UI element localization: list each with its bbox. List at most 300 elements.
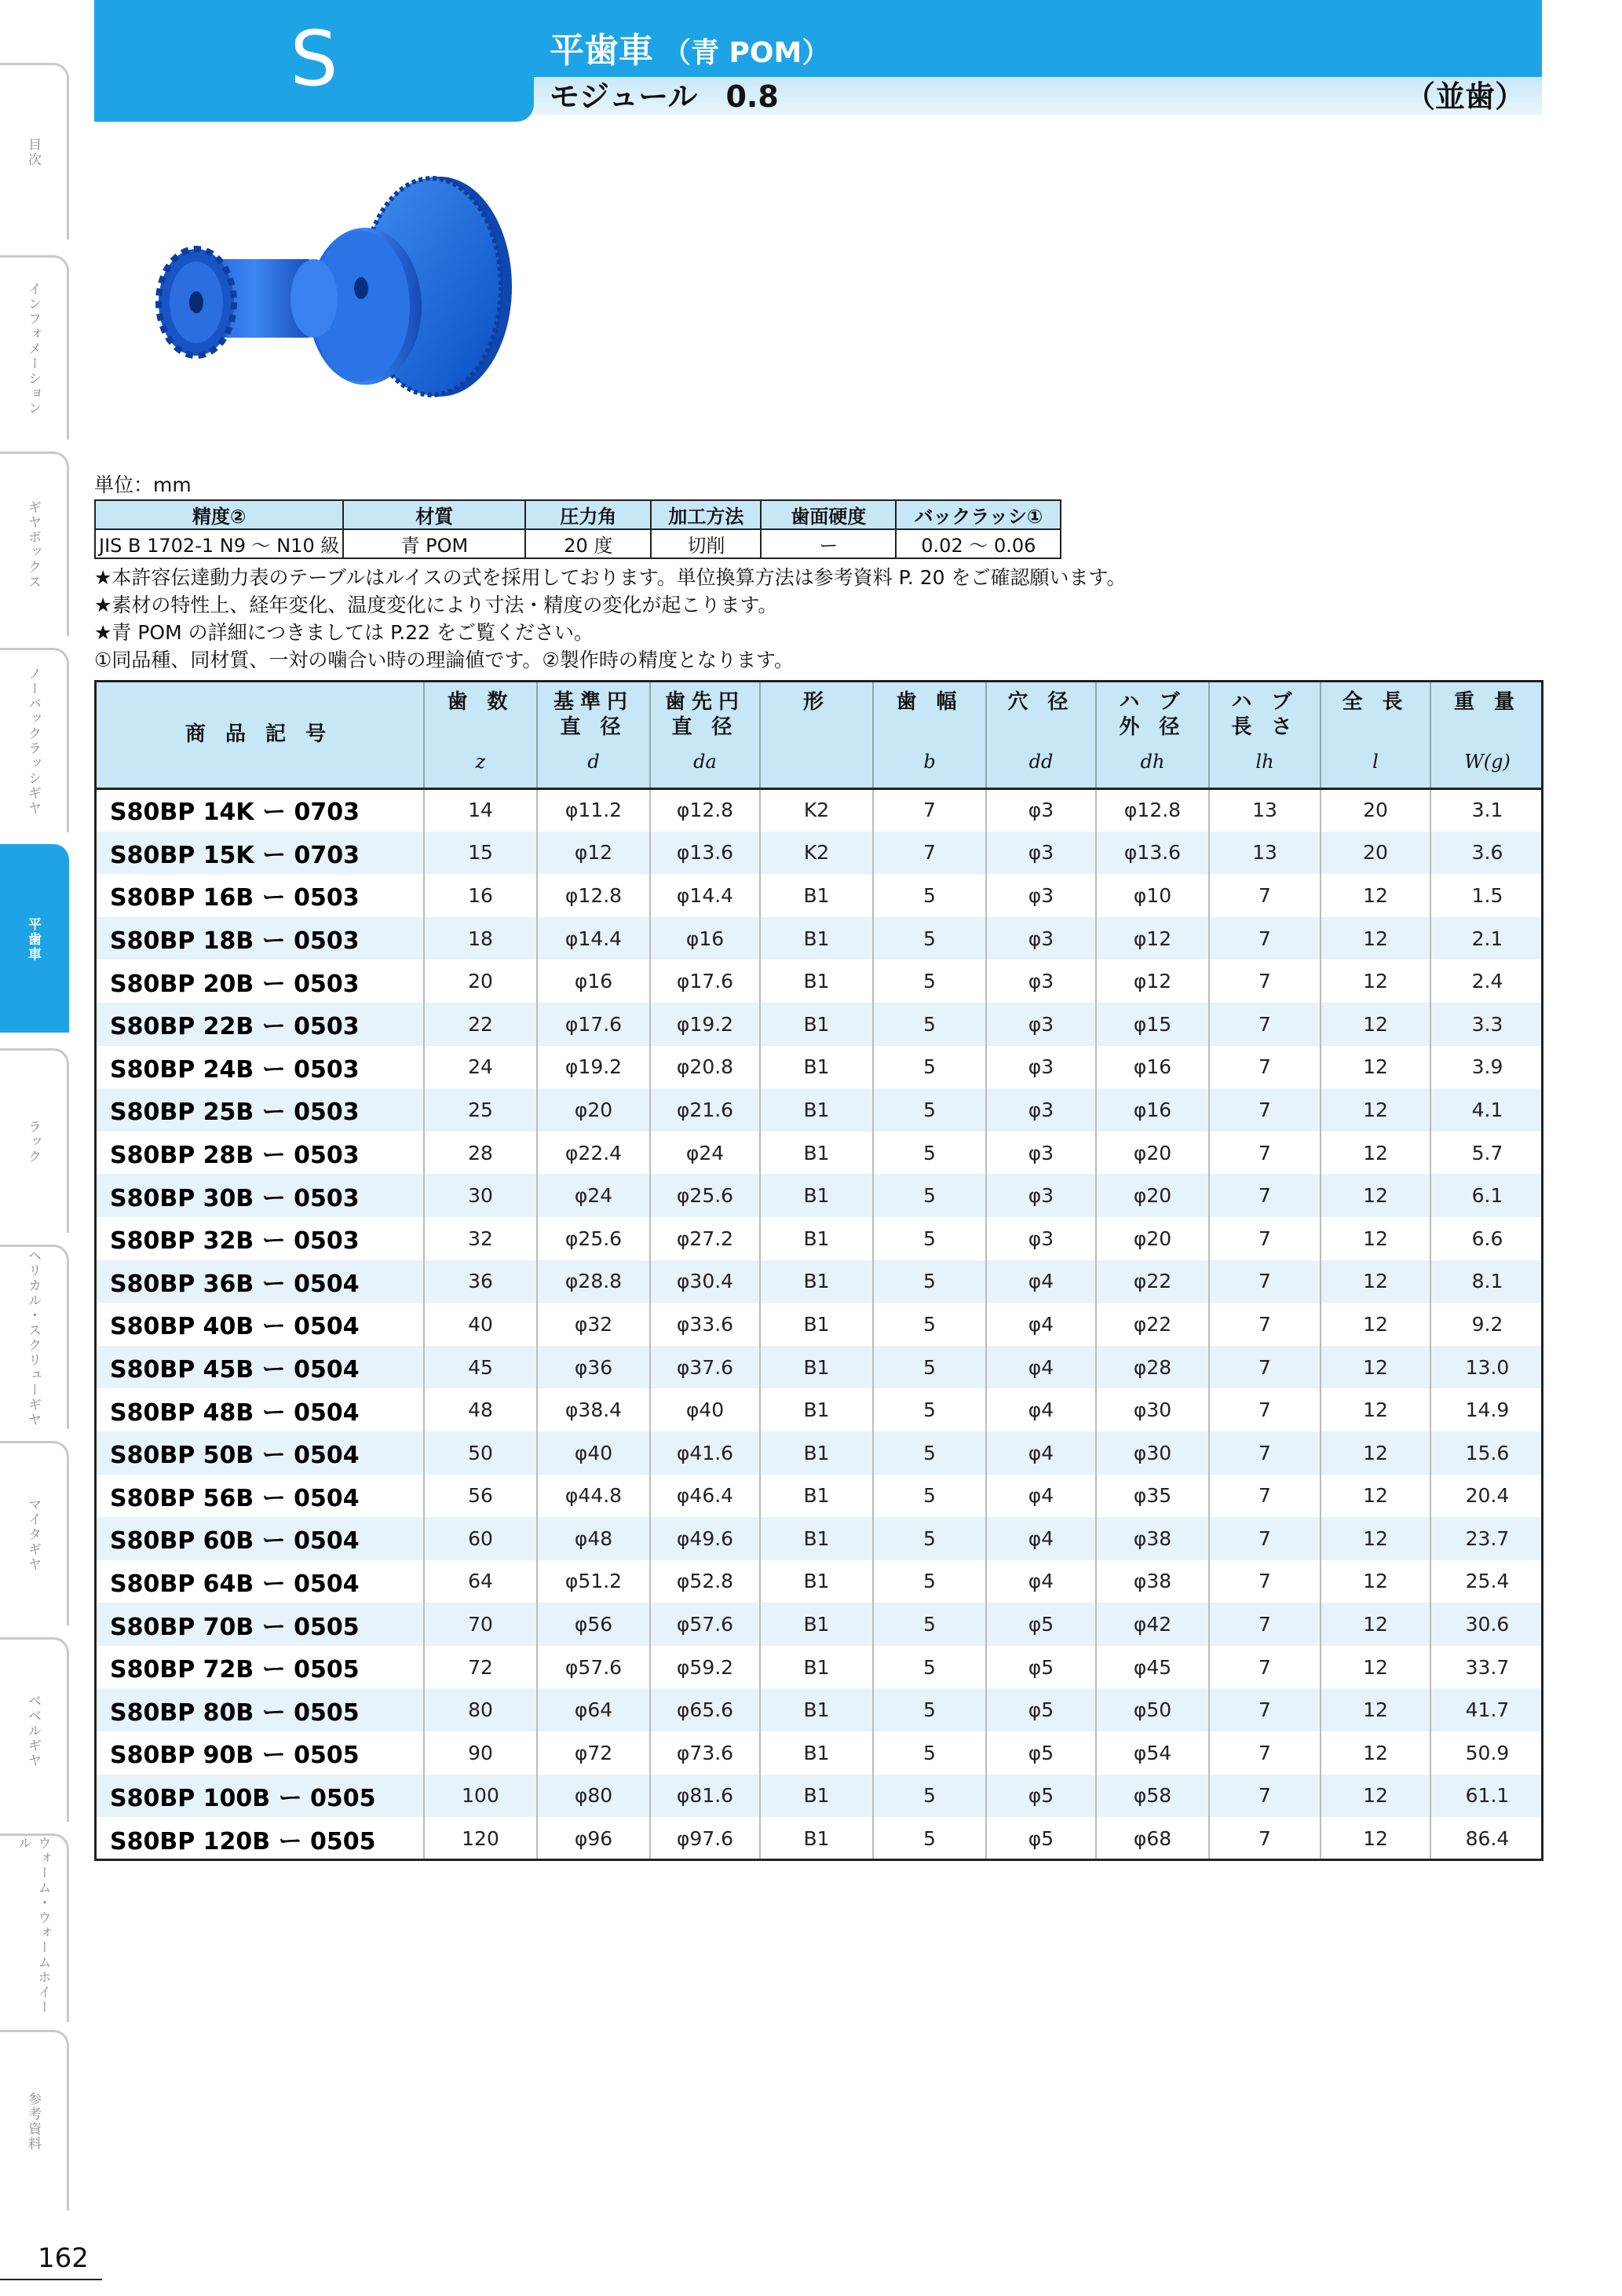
table-cell: 7 bbox=[1209, 1646, 1321, 1689]
column-header-label: 全 長 bbox=[1342, 690, 1409, 714]
table-cell: 5.7 bbox=[1430, 1132, 1543, 1175]
table-cell: 12 bbox=[1321, 1603, 1430, 1646]
product-code-cell: S80BP 70B ー 0505 bbox=[110, 1613, 360, 1641]
table-cell: φ37.6 bbox=[650, 1346, 760, 1389]
table-cell: φ3 bbox=[986, 1046, 1096, 1089]
product-code-cell: S80BP 20B ー 0503 bbox=[110, 970, 360, 998]
sidebar-tab-label: 参考資料 bbox=[25, 2091, 41, 2152]
table-cell: 13 bbox=[1209, 788, 1321, 832]
product-code-cell: S80BP 15K ー 0703 bbox=[110, 841, 360, 869]
table-cell: φ40 bbox=[650, 1388, 760, 1431]
table-cell: φ38.4 bbox=[537, 1388, 650, 1431]
table-cell: 5 bbox=[873, 1303, 986, 1346]
table-cell: 5 bbox=[873, 1217, 986, 1260]
sidebar-tab-label: 目次 bbox=[25, 137, 41, 167]
table-row bbox=[94, 1388, 1543, 1431]
table-cell: φ5 bbox=[986, 1688, 1096, 1731]
table-cell: 7 bbox=[873, 788, 986, 832]
table-cell: 80 bbox=[424, 1688, 537, 1731]
table-cell: 7 bbox=[1209, 1088, 1321, 1132]
table-cell: 13 bbox=[1209, 832, 1321, 875]
table-cell: B1 bbox=[760, 1475, 873, 1518]
product-code-cell: S80BP 72B ー 0505 bbox=[110, 1656, 360, 1684]
sidebar-tab-label: マイタギヤ bbox=[25, 1497, 41, 1572]
table-cell: B1 bbox=[760, 874, 873, 917]
product-code-cell: S80BP 40B ー 0504 bbox=[110, 1313, 360, 1341]
table-cell: 7 bbox=[1209, 1688, 1321, 1731]
module-line: モジュール 0.8 bbox=[550, 79, 779, 114]
note-line: ★青 POM の詳細につきましては P.22 をご覧ください。 bbox=[94, 621, 594, 644]
table-cell: 32 bbox=[424, 1217, 537, 1260]
table-row bbox=[94, 874, 1543, 917]
table-cell: 2.4 bbox=[1430, 960, 1543, 1003]
table-cell: φ38 bbox=[1096, 1517, 1209, 1560]
table-cell: φ28.8 bbox=[537, 1260, 650, 1303]
table-cell: 5 bbox=[873, 960, 986, 1003]
table-cell: 48 bbox=[424, 1388, 537, 1431]
table-cell: B1 bbox=[760, 1731, 873, 1775]
spec-value: 青 POM bbox=[343, 529, 525, 558]
table-cell: φ24 bbox=[650, 1132, 760, 1175]
note-line: ①同品種、同材質、一対の噛合い時の理論値です。②製作時の精度となります。 bbox=[94, 649, 794, 671]
table-cell: 5 bbox=[873, 1046, 986, 1089]
table-cell: 8.1 bbox=[1430, 1260, 1543, 1303]
table-cell: 25 bbox=[424, 1088, 537, 1132]
table-cell: B1 bbox=[760, 1431, 873, 1475]
table-cell: φ20 bbox=[1096, 1217, 1209, 1260]
table-cell: 5 bbox=[873, 1817, 986, 1860]
table-cell: B1 bbox=[760, 1046, 873, 1089]
table-cell: B1 bbox=[760, 1003, 873, 1046]
table-cell: B1 bbox=[760, 1260, 873, 1303]
table-cell: 5 bbox=[873, 1560, 986, 1603]
series-letter: S bbox=[290, 15, 338, 103]
table-cell: 86.4 bbox=[1430, 1817, 1543, 1860]
table-cell: 60 bbox=[424, 1517, 537, 1560]
product-code-cell: S80BP 50B ー 0504 bbox=[110, 1442, 360, 1470]
table-cell: 25.4 bbox=[1430, 1560, 1543, 1603]
table-cell: φ46.4 bbox=[650, 1475, 760, 1518]
column-header bbox=[873, 680, 986, 788]
table-cell: 12 bbox=[1321, 1346, 1430, 1389]
table-cell: φ21.6 bbox=[650, 1088, 760, 1132]
sidebar-tab[interactable] bbox=[0, 255, 69, 440]
table-cell: 3.1 bbox=[1430, 788, 1543, 832]
table-cell: φ3 bbox=[986, 788, 1096, 832]
table-cell: 30.6 bbox=[1430, 1603, 1543, 1646]
table-cell: 4.1 bbox=[1430, 1088, 1543, 1132]
table-cell: φ12.8 bbox=[650, 788, 760, 832]
product-code-cell: S80BP 24B ー 0503 bbox=[110, 1055, 360, 1084]
sidebar-tab[interactable] bbox=[0, 1441, 69, 1625]
product-code-cell: S80BP 100B ー 0505 bbox=[110, 1784, 376, 1812]
table-cell: φ30 bbox=[1096, 1431, 1209, 1475]
table-cell: φ12.8 bbox=[1096, 788, 1209, 832]
product-code-cell: S80BP 28B ー 0503 bbox=[110, 1142, 360, 1170]
table-cell: 28 bbox=[424, 1132, 537, 1175]
table-cell: φ12.8 bbox=[537, 874, 650, 917]
table-cell: 5 bbox=[873, 1603, 986, 1646]
table-cell: 7 bbox=[1209, 1132, 1321, 1175]
table-cell: φ44.8 bbox=[537, 1475, 650, 1518]
table-cell: φ38 bbox=[1096, 1560, 1209, 1603]
table-cell: 12 bbox=[1321, 1475, 1430, 1518]
table-row bbox=[94, 1217, 1543, 1260]
table-cell: φ12 bbox=[1096, 917, 1209, 960]
table-cell: 7 bbox=[1209, 1217, 1321, 1260]
table-cell: 72 bbox=[424, 1646, 537, 1689]
sidebar-tab[interactable] bbox=[0, 844, 69, 1033]
product-code-cell: S80BP 60B ー 0504 bbox=[110, 1527, 360, 1556]
table-cell: 2.1 bbox=[1430, 917, 1543, 960]
table-row bbox=[94, 1088, 1543, 1132]
table-cell: 7 bbox=[1209, 1517, 1321, 1560]
table-cell: 12 bbox=[1321, 874, 1430, 917]
table-row bbox=[94, 1603, 1543, 1646]
table-cell: 12 bbox=[1321, 1688, 1430, 1731]
sidebar bbox=[0, 63, 69, 2152]
table-cell: 7 bbox=[1209, 1046, 1321, 1089]
page-header bbox=[94, 0, 1542, 122]
table-cell: B1 bbox=[760, 1603, 873, 1646]
spec-header: 圧力角 bbox=[525, 500, 651, 529]
sidebar-tab-label: ギヤボックス bbox=[25, 500, 41, 590]
tooth-type: （並歯） bbox=[1405, 79, 1525, 114]
table-cell: 12 bbox=[1321, 1132, 1430, 1175]
table-cell: 7 bbox=[1209, 1603, 1321, 1646]
table-cell: 24 bbox=[424, 1046, 537, 1089]
table-cell: 90 bbox=[424, 1731, 537, 1775]
table-cell: φ10 bbox=[1096, 874, 1209, 917]
table-cell: 40 bbox=[424, 1303, 537, 1346]
table-cell: 12 bbox=[1321, 1560, 1430, 1603]
table-cell: φ32 bbox=[537, 1303, 650, 1346]
spec-header: 歯面硬度 bbox=[761, 500, 896, 529]
table-cell: φ14.4 bbox=[537, 917, 650, 960]
product-code-cell: S80BP 45B ー 0504 bbox=[110, 1356, 360, 1384]
table-cell: φ22.4 bbox=[537, 1132, 650, 1175]
table-cell: 23.7 bbox=[1430, 1517, 1543, 1560]
large-gear-icon bbox=[309, 177, 512, 397]
table-cell: 18 bbox=[424, 917, 537, 960]
table-cell: 6.1 bbox=[1430, 1174, 1543, 1217]
table-cell: 33.7 bbox=[1430, 1646, 1543, 1689]
table-row bbox=[94, 1431, 1543, 1475]
spec-value: ー bbox=[761, 529, 896, 558]
sidebar-tab-label: ラック bbox=[25, 1119, 41, 1164]
table-cell: 7 bbox=[1209, 1775, 1321, 1818]
table-cell: K2 bbox=[760, 788, 873, 832]
table-cell: 20 bbox=[1321, 832, 1430, 875]
column-symbol: lh bbox=[1255, 751, 1274, 773]
table-cell: 12 bbox=[1321, 1217, 1430, 1260]
spec-value: 切削 bbox=[651, 529, 761, 558]
table-cell: φ5 bbox=[986, 1817, 1096, 1860]
product-code-cell: S80BP 30B ー 0503 bbox=[110, 1184, 360, 1212]
table-cell: φ64 bbox=[537, 1688, 650, 1731]
column-header bbox=[1096, 680, 1209, 788]
table-cell: φ20.8 bbox=[650, 1046, 760, 1089]
table-cell: 7 bbox=[873, 832, 986, 875]
product-code-cell: S80BP 16B ー 0503 bbox=[110, 884, 360, 912]
table-row bbox=[94, 1260, 1543, 1303]
table-cell: 12 bbox=[1321, 1303, 1430, 1346]
table-cell: 12 bbox=[1321, 1431, 1430, 1475]
table-cell: 5 bbox=[873, 1388, 986, 1431]
table-cell: φ81.6 bbox=[650, 1775, 760, 1818]
note-line: ★素材の特性上、経年変化、温度変化により寸法・精度の変化が起こります。 bbox=[94, 594, 778, 616]
table-cell: φ13.6 bbox=[1096, 832, 1209, 875]
table-cell: φ3 bbox=[986, 1003, 1096, 1046]
table-cell: φ28 bbox=[1096, 1346, 1209, 1389]
sidebar-tab[interactable] bbox=[0, 1637, 69, 1822]
table-cell: B1 bbox=[760, 1217, 873, 1260]
table-cell: B1 bbox=[760, 1346, 873, 1389]
table-cell: φ22 bbox=[1096, 1260, 1209, 1303]
table-row bbox=[94, 1475, 1543, 1518]
table-cell: φ80 bbox=[537, 1775, 650, 1818]
table-cell: 13.0 bbox=[1430, 1346, 1543, 1389]
table-cell: 5 bbox=[873, 1174, 986, 1217]
spec-value-row bbox=[95, 529, 1061, 558]
sidebar-tab-label: ヘリカル・スクリューギヤ bbox=[25, 1249, 41, 1428]
table-cell: φ3 bbox=[986, 917, 1096, 960]
column-header bbox=[1321, 680, 1430, 788]
table-cell: φ49.6 bbox=[650, 1517, 760, 1560]
column-header bbox=[986, 680, 1096, 788]
table-cell: φ30 bbox=[1096, 1388, 1209, 1431]
table-cell: φ12 bbox=[537, 832, 650, 875]
product-code-cell: S80BP 56B ー 0504 bbox=[110, 1484, 360, 1512]
table-cell: B1 bbox=[760, 1303, 873, 1346]
table-row bbox=[94, 1646, 1543, 1689]
table-cell: 7 bbox=[1209, 1303, 1321, 1346]
table-cell: φ33.6 bbox=[650, 1303, 760, 1346]
table-cell: φ50 bbox=[1096, 1688, 1209, 1731]
table-cell: 5 bbox=[873, 874, 986, 917]
table-row bbox=[94, 1517, 1543, 1560]
table-cell: B1 bbox=[760, 1817, 873, 1860]
table-cell: φ13.6 bbox=[650, 832, 760, 875]
table-cell: φ22 bbox=[1096, 1303, 1209, 1346]
table-cell: 7 bbox=[1209, 1388, 1321, 1431]
table-cell: φ3 bbox=[986, 1132, 1096, 1175]
table-cell: φ4 bbox=[986, 1475, 1096, 1518]
table-row bbox=[94, 1303, 1543, 1346]
column-symbol: da bbox=[693, 751, 717, 773]
table-cell: 5 bbox=[873, 1646, 986, 1689]
table-cell: φ45 bbox=[1096, 1646, 1209, 1689]
table-cell: 45 bbox=[424, 1346, 537, 1389]
table-cell: 56 bbox=[424, 1475, 537, 1518]
column-symbol: dd bbox=[1028, 751, 1054, 773]
table-cell: 5 bbox=[873, 917, 986, 960]
sidebar-tab-label: 平歯車 bbox=[25, 917, 41, 962]
table-row bbox=[94, 1731, 1543, 1775]
column-symbol: z bbox=[475, 751, 486, 773]
table-cell: φ48 bbox=[537, 1517, 650, 1560]
table-cell: φ4 bbox=[986, 1431, 1096, 1475]
column-header-label: 重 量 bbox=[1453, 690, 1522, 714]
table-cell: 22 bbox=[424, 1003, 537, 1046]
table-cell: φ3 bbox=[986, 1174, 1096, 1217]
table-cell: 5 bbox=[873, 1132, 986, 1175]
product-code-cell: S80BP 120B ー 0505 bbox=[110, 1827, 376, 1855]
table-cell: 12 bbox=[1321, 960, 1430, 1003]
table-cell: φ20 bbox=[537, 1088, 650, 1132]
product-code-cell: S80BP 48B ー 0504 bbox=[110, 1398, 360, 1427]
page-number: 162 bbox=[38, 2243, 89, 2274]
table-cell: 7 bbox=[1209, 1003, 1321, 1046]
table-cell: 3.9 bbox=[1430, 1046, 1543, 1089]
column-header bbox=[650, 680, 760, 788]
table-cell: φ3 bbox=[986, 1217, 1096, 1260]
product-code-cell: S80BP 64B ー 0504 bbox=[110, 1570, 360, 1598]
product-table-header bbox=[94, 680, 1543, 788]
module-value: 0.8 bbox=[725, 79, 779, 114]
table-cell: 70 bbox=[424, 1603, 537, 1646]
spec-header: 材質 bbox=[343, 500, 525, 529]
table-cell: B1 bbox=[760, 1388, 873, 1431]
table-cell: 5 bbox=[873, 1346, 986, 1389]
table-cell: φ4 bbox=[986, 1260, 1096, 1303]
table-cell: 7 bbox=[1209, 1260, 1321, 1303]
table-cell: φ14.4 bbox=[650, 874, 760, 917]
column-symbol: b bbox=[923, 751, 936, 773]
table-cell: 3.3 bbox=[1430, 1003, 1543, 1046]
sidebar-tab[interactable] bbox=[0, 63, 69, 239]
table-cell: φ54 bbox=[1096, 1731, 1209, 1775]
table-row bbox=[94, 788, 1543, 832]
column-header bbox=[1209, 680, 1321, 788]
column-header bbox=[537, 680, 650, 788]
table-cell: 50 bbox=[424, 1431, 537, 1475]
table-cell: 7 bbox=[1209, 1817, 1321, 1860]
table-row bbox=[94, 960, 1543, 1003]
table-cell: 7 bbox=[1209, 960, 1321, 1003]
table-cell: φ5 bbox=[986, 1731, 1096, 1775]
table-cell: 12 bbox=[1321, 1775, 1430, 1818]
table-cell: φ59.2 bbox=[650, 1646, 760, 1689]
table-cell: φ41.6 bbox=[650, 1431, 760, 1475]
table-cell: φ4 bbox=[986, 1388, 1096, 1431]
table-cell: 61.1 bbox=[1430, 1775, 1543, 1818]
table-cell: φ42 bbox=[1096, 1603, 1209, 1646]
column-header-label: 基準円 直 径 bbox=[553, 690, 634, 739]
sidebar-tab[interactable] bbox=[0, 1048, 69, 1233]
table-cell: 5 bbox=[873, 1775, 986, 1818]
table-cell: B1 bbox=[760, 960, 873, 1003]
table-row bbox=[94, 1046, 1543, 1089]
table-cell: 12 bbox=[1321, 1046, 1430, 1089]
table-cell: B1 bbox=[760, 1088, 873, 1132]
sidebar-tab[interactable] bbox=[0, 452, 69, 636]
table-cell: 7 bbox=[1209, 1731, 1321, 1775]
column-header-label: ハ ブ 外 径 bbox=[1119, 690, 1186, 739]
table-row bbox=[94, 1174, 1543, 1217]
table-cell: φ68 bbox=[1096, 1817, 1209, 1860]
table-cell: B1 bbox=[760, 917, 873, 960]
table-cell: φ96 bbox=[537, 1817, 650, 1860]
table-cell: 7 bbox=[1209, 1475, 1321, 1518]
table-cell: φ72 bbox=[537, 1731, 650, 1775]
table-cell: 16 bbox=[424, 874, 537, 917]
column-header-label: 歯 数 bbox=[447, 690, 514, 714]
table-cell: φ16 bbox=[650, 917, 760, 960]
table-cell: 12 bbox=[1321, 1817, 1430, 1860]
table-cell: φ5 bbox=[986, 1603, 1096, 1646]
sidebar-tab[interactable] bbox=[0, 1245, 69, 1429]
sidebar-tab-label: ノーバックラッシギヤ bbox=[25, 667, 41, 816]
table-cell: 5 bbox=[873, 1088, 986, 1132]
table-cell: 20.4 bbox=[1430, 1475, 1543, 1518]
table-cell: 41.7 bbox=[1430, 1688, 1543, 1731]
spec-header: バックラッシ① bbox=[896, 500, 1061, 529]
table-cell: 30 bbox=[424, 1174, 537, 1217]
sidebar-tab[interactable] bbox=[0, 648, 69, 832]
table-cell: φ30.4 bbox=[650, 1260, 760, 1303]
table-cell: 12 bbox=[1321, 1174, 1430, 1217]
table-cell: 14.9 bbox=[1430, 1388, 1543, 1431]
column-symbol: l bbox=[1372, 751, 1379, 773]
spec-header: 加工方法 bbox=[651, 500, 761, 529]
table-cell: φ15 bbox=[1096, 1003, 1209, 1046]
spec-value: JIS B 1702-1 N9 ～ N10 級 bbox=[95, 529, 343, 558]
column-header bbox=[424, 680, 537, 788]
table-cell: φ16 bbox=[537, 960, 650, 1003]
table-cell: φ4 bbox=[986, 1560, 1096, 1603]
table-cell: φ20 bbox=[1096, 1174, 1209, 1217]
table-cell: 15 bbox=[424, 832, 537, 875]
table-cell: φ58 bbox=[1096, 1775, 1209, 1818]
table-cell: 12 bbox=[1321, 917, 1430, 960]
table-cell: 7 bbox=[1209, 917, 1321, 960]
table-cell: φ20 bbox=[1096, 1132, 1209, 1175]
table-cell: φ5 bbox=[986, 1646, 1096, 1689]
table-cell: φ25.6 bbox=[650, 1174, 760, 1217]
sidebar-tab[interactable] bbox=[0, 2030, 69, 2210]
table-cell: 1.5 bbox=[1430, 874, 1543, 917]
table-cell: φ16 bbox=[1096, 1088, 1209, 1132]
spec-value: 0.02 ～ 0.06 bbox=[896, 529, 1061, 558]
table-cell: φ17.6 bbox=[650, 960, 760, 1003]
sidebar-tab[interactable] bbox=[0, 1834, 69, 2022]
spec-header: 精度② bbox=[95, 500, 343, 529]
table-cell: B1 bbox=[760, 1646, 873, 1689]
table-cell: 5 bbox=[873, 1003, 986, 1046]
table-row bbox=[94, 832, 1543, 875]
sidebar-tab-label: ベベルギヤ bbox=[25, 1693, 41, 1768]
product-code-cell: S80BP 90B ー 0505 bbox=[110, 1742, 360, 1770]
table-cell: 3.6 bbox=[1430, 832, 1543, 875]
column-header-label: 商 品 記 号 bbox=[184, 722, 333, 746]
table-cell: 12 bbox=[1321, 1388, 1430, 1431]
column-header bbox=[94, 680, 424, 788]
table-cell: B1 bbox=[760, 1775, 873, 1818]
table-cell: 12 bbox=[1321, 1088, 1430, 1132]
table-cell: 12 bbox=[1321, 1260, 1430, 1303]
table-cell: 12 bbox=[1321, 1731, 1430, 1775]
table-cell: 64 bbox=[424, 1560, 537, 1603]
table-cell: φ24 bbox=[537, 1174, 650, 1217]
table-cell: φ3 bbox=[986, 1088, 1096, 1132]
page-title: 平歯車 （青 POM） bbox=[550, 31, 831, 71]
table-cell: 5 bbox=[873, 1688, 986, 1731]
series-badge bbox=[94, 0, 534, 122]
table-cell: B1 bbox=[760, 1517, 873, 1560]
sidebar-tab-label: インフォメーション bbox=[25, 281, 41, 416]
table-row bbox=[94, 1560, 1543, 1603]
